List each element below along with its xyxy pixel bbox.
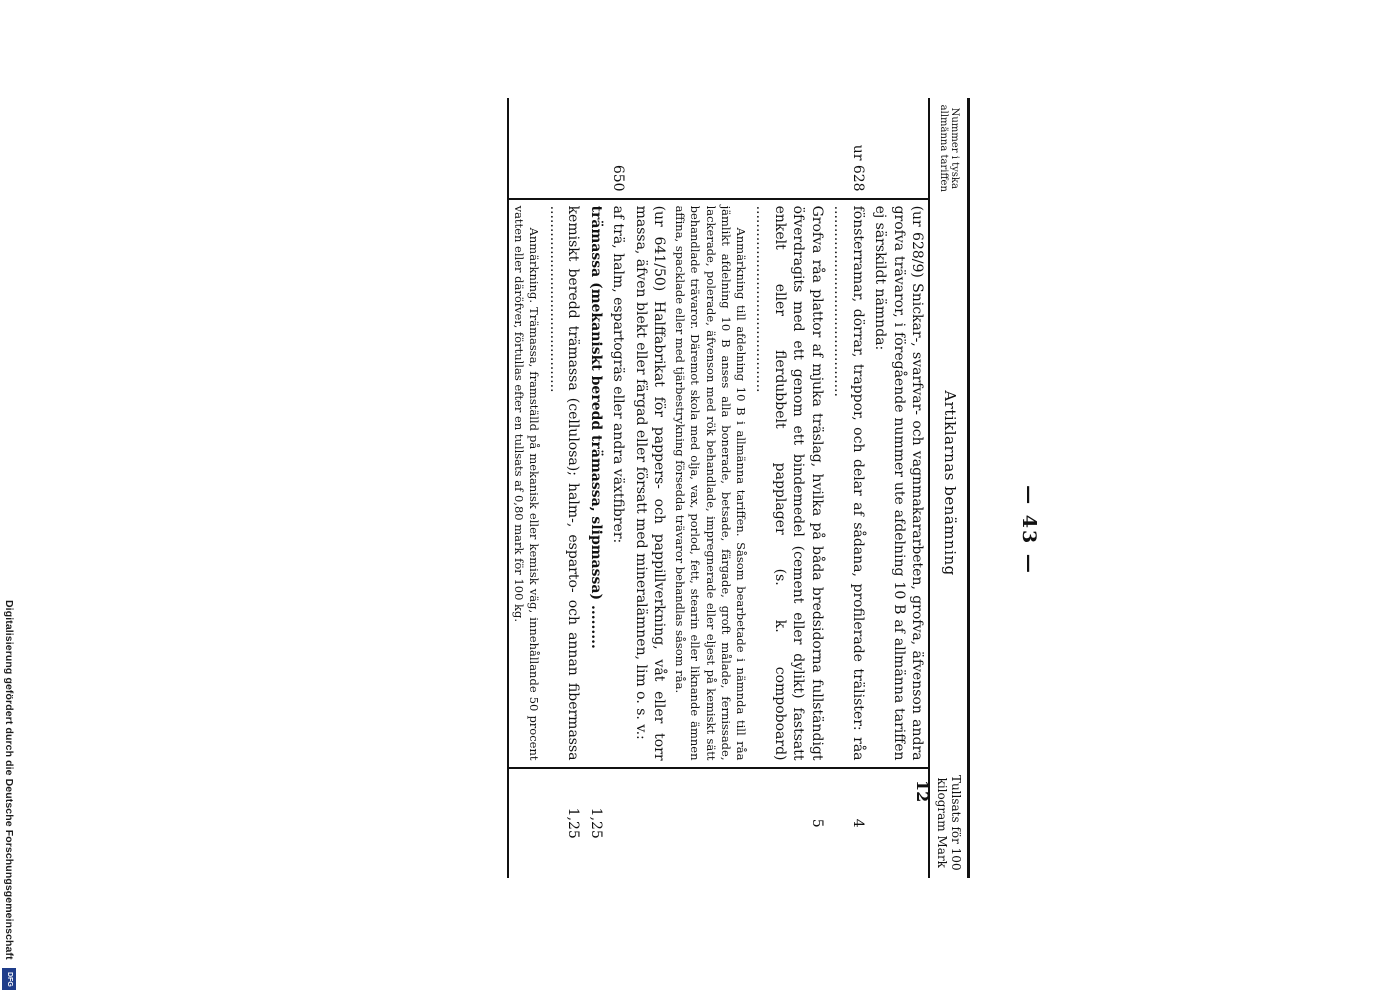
table-row (629, 98, 670, 878)
page-number: — 43 — (1018, 485, 1040, 575)
header-rate: Tullsats för 100 kilogram Mark (929, 768, 968, 878)
table-row (750, 98, 828, 878)
header-number: Nummer i tyska allmänna tariffen (929, 98, 968, 199)
row-number: ur 628 (828, 98, 869, 199)
table-row (607, 98, 629, 878)
row-rate (508, 768, 543, 878)
row-rate: 1,25 (565, 807, 582, 839)
digitization-credit-strip (0, 0, 20, 1000)
row-number (508, 98, 543, 199)
row-number (750, 98, 828, 199)
row-number: 650 (607, 98, 629, 199)
row-description: trämassa (mekaniskt beredd trämassa, slipmassa) ......... (584, 199, 606, 768)
row-number (869, 98, 929, 199)
table-row (670, 98, 750, 878)
row-number (584, 98, 606, 199)
table-row (828, 98, 869, 878)
row-description: (ur 641/50) Halffabrikat för pappers- och pappillverkning, våt eller torr massa, äfven blekt eller färgad eller försatt med mineralämnen, lim o. s. v.: (629, 199, 670, 768)
sheet-number: 12 (913, 780, 932, 803)
row-rate (607, 768, 629, 878)
row-description: af trä, halm, espartogräs eller andra växtfibrer: (607, 199, 629, 768)
table-row (584, 98, 606, 878)
row-rate: 5 (808, 818, 825, 828)
rotated-page-content (250, 90, 1050, 970)
table-header-row (929, 98, 968, 878)
row-rate (869, 768, 929, 878)
tariff-table (507, 98, 970, 878)
row-note: Anmärkning till afdelning 10 B i allmänna tariffen. Såsom bearbetade i nämnda till råa jämlikt afdelning 10 B anses alla bonerade, betsade, färgade, groft målade, fernissade, lackerade, polerade, äfvenson med rök behandlade, impregnerade eller eljest på kemiskt sätt behandlade trävaror. Däremot skola med olja, vax, porlod, fett, stearin eller liknande ämnen affina, spacklade eller med tjärbestrykning försedda trävaror behandlas såsom råa. (670, 199, 750, 768)
table-row (543, 98, 584, 878)
scanned-page (250, 90, 1050, 970)
row-description: kemiskt beredd trämassa (cellulosa); halm-, esparto- och annan fibermassa .......................................... (543, 199, 584, 768)
row-number (543, 98, 584, 199)
header-description: Artiklarnas benämning (929, 199, 968, 768)
row-rate: 4 (849, 818, 866, 828)
row-description: fönsterramar, dörrar, trappor, och delar af sådana, profilerade trälister: råa ........................................... (828, 199, 869, 768)
dfg-logo: DFG (2, 968, 16, 990)
row-description: (ur 628/9) Snickar-, svarfvar- och vagnmakararbeten, grofva, äfvenson andra grofva trävaror, i föregående nummer ute afdelning 10 B af allmänna tariffen ej särskildt nämnda: (869, 199, 929, 768)
row-rate (629, 768, 670, 878)
row-number (629, 98, 670, 199)
table-row (869, 98, 929, 878)
row-rate (670, 768, 750, 878)
row-number (670, 98, 750, 199)
row-rate: 1,25 (587, 807, 604, 839)
row-description: Grofva råa plattor af mjuka träslag, hvilka på båda bredsidorna fullständigt öfverdragits med ett genom ett bindemedel (cement eller dylikt) fastsatt enkelt eller flerdubbelt papplager (s. k. compoboard) .......................................... (750, 199, 828, 768)
table-row (508, 98, 543, 878)
row-note: Anmärkning. Trämassa, framställd på mekanisk eller kemisk väg, innehållande 50 procent vatten eller däröfver, förtullas efter en tullsats af 0,80 mark för 100 kg. (508, 199, 543, 768)
digitization-credit-text: Digitalisierung gefördert durch die Deutsche Forschungsgemeinschaft (3, 600, 15, 960)
